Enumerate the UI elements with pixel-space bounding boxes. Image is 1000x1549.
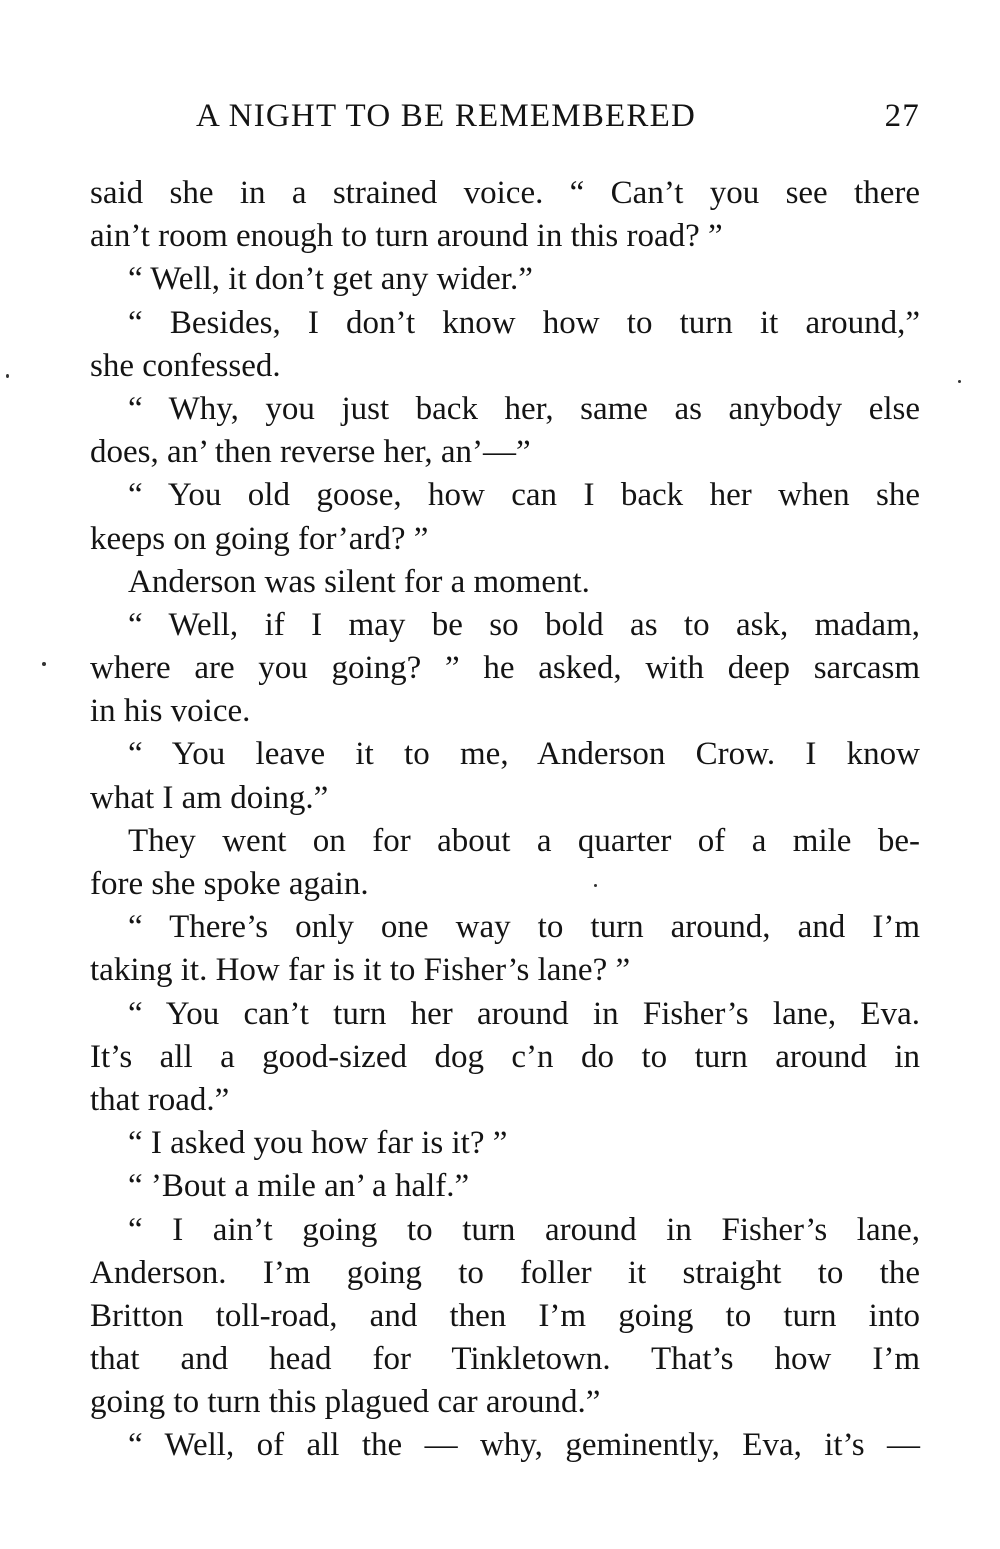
text-line: what I am doing.” (90, 779, 329, 816)
text-line: “ Why, you just back her, same as anybody else (128, 390, 920, 427)
margin-speck (594, 884, 597, 887)
text-line: It’s all a good-sized dog c’n do to turn around in (90, 1038, 920, 1075)
text-line: “ Well, it don’t get any wider.” (128, 261, 533, 298)
margin-speck (958, 380, 961, 383)
text-line: does, an’ then reverse her, an’—” (90, 434, 531, 471)
text-line: that road.” (90, 1081, 230, 1118)
text-line: that and head for Tinkletown. That’s how I’m (90, 1341, 920, 1378)
text-line: said she in a strained voice. “ Can’t you see there (90, 175, 920, 211)
text-line: “ Well, if I may be so bold as to ask, madam, (128, 606, 920, 643)
margin-speck (42, 662, 46, 666)
text-line: keeps on going for’ard? ” (90, 520, 429, 557)
body-text (90, 172, 920, 1468)
text-line: “ You leave it to me, Anderson Crow. I know (128, 736, 920, 773)
text-line: “ I asked you how far is it? ” (128, 1125, 508, 1162)
text-line: Britton toll-road, and then I’m going to turn into (90, 1297, 920, 1334)
text-line: “ I ain’t going to turn around in Fisher’s lane, (128, 1211, 920, 1248)
text-line: “ There’s only one way to turn around, and I’m (128, 909, 920, 946)
running-title: A NIGHT TO BE REMEMBERED (196, 98, 697, 134)
text-line: “ You old goose, how can I back her when she (128, 477, 920, 514)
text-line: ain’t room enough to turn around in this road? ” (90, 218, 723, 255)
text-line: fore she spoke again. (90, 866, 369, 902)
text-line: Anderson was silent for a moment. (128, 563, 590, 600)
text-line: “ You can’t turn her around in Fisher’s lane, Eva. (128, 995, 920, 1032)
text-line: “ ’Bout a mile an’ a half.” (128, 1168, 470, 1205)
running-header (196, 98, 920, 144)
page-number: 27 (884, 98, 920, 134)
text-line: “ Besides, I don’t know how to turn it around,” (128, 304, 920, 341)
text-line: They went on for about a quarter of a mile be- (128, 822, 920, 859)
text-line: where are you going? ” he asked, with deep sarcasm (90, 650, 920, 687)
text-line: “ Well, of all the — why, geminently, Eva, it’s — (128, 1427, 920, 1464)
margin-speck (6, 374, 9, 378)
text-line: Anderson. I’m going to foller it straight to the (90, 1254, 920, 1291)
text-line: going to turn this plagued car around.” (90, 1384, 601, 1421)
text-line: in his voice. (90, 693, 251, 730)
text-line: she confessed. (90, 347, 281, 384)
text-line: taking it. How far is it to Fisher’s lane? ” (90, 952, 631, 989)
